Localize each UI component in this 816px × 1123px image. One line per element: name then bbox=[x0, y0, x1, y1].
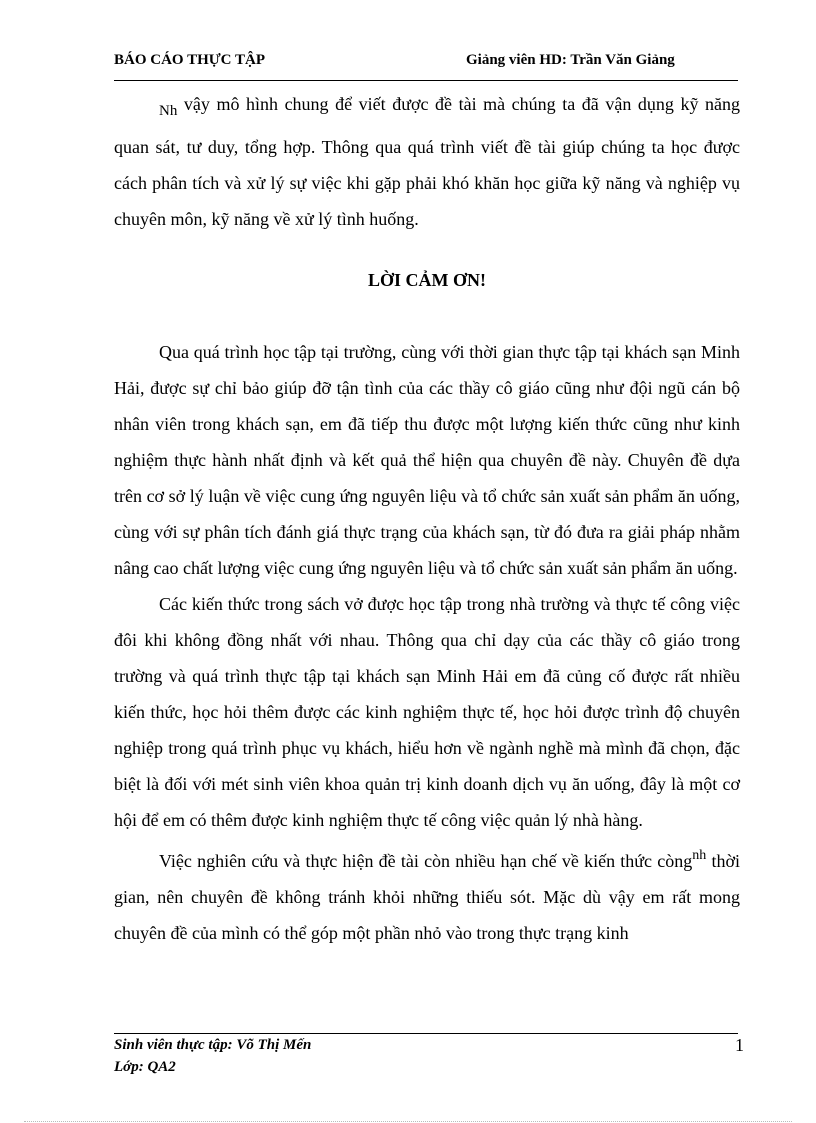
supervisor-label: Giảng viên HD: Trần Văn Giảng bbox=[466, 52, 675, 68]
paragraph-1: Qua quá trình học tập tại trường, cùng với thời gian thực tập tại khách sạn Minh Hải, được sự chỉ bảo giúp đỡ tận tình của các thầy cô giáo cũng như đội ngũ cán bộ nhân viên trong khách sạn, em đã tiếp thu được một lượng kiến thức cũng như kinh nghiệm thực hành nhất định và kết quả thể hiện qua chuyên đề này. Chuyên đề dựa trên cơ sở lý luận về việc cung ứng nguyên liệu và tổ chức sản xuất sản phẩm ăn uống, cùng với sự phân tích đánh giá thực trạng của khách sạn, từ đó đưa ra giải pháp nhằm nâng cao chất lượng việc cung ứng nguyên liệu và tổ chức sản xuất sản phẩm ăn uống. bbox=[114, 342, 740, 578]
paragraph-3-fragment: nh bbox=[692, 848, 707, 863]
page-footer bbox=[114, 1034, 744, 1078]
student-name: Sinh viên thực tập: Võ Thị Mến bbox=[114, 1037, 312, 1053]
intro-text: vậy mô hình chung để viết được đề tài mà chúng ta đã vận dụng kỹ năng quan sát, tư duy, tổng hợp. Thông qua quá trình viết đề tài giúp chúng ta học được cách phân tích và xử lý sự việc khi gặp phải khó khăn học giữa kỹ năng và nghiệp vụ chuyên môn, kỹ năng về xử lý tình huống. bbox=[114, 94, 740, 229]
paragraph-2: Các kiến thức trong sách vở được học tập trong nhà trường và thực tế công việc đôi khi không đồng nhất với nhau. Thông qua chỉ dạy của các thầy cô giáo trong trường và quá trình thực tập tại khách sạn Minh Hải em đã củng cố được rất nhiều kiến thức, học hỏi thêm được các kinh nghiệm thực tế, học hỏi được trình độ chuyên nghiệp trong quá trình phục vụ khách, hiểu hơn về ngành nghề mà mình đã chọn, đặc biệt là đối với mét sinh viên khoa quản trị kinh doanh dịch vụ ăn uống, đây là một cơ hội để em có thêm được kinh nghiệm thực tế công việc quản lý nhà hàng. bbox=[114, 594, 740, 830]
paragraph-3-end: thời gian, nên chuyên đề không tránh khỏi những thiếu sót. Mặc dù vậy em rất mong chuyên đề của mình có thể góp một phần nhỏ vào trong thực trạng kinh bbox=[114, 851, 740, 943]
class-name: Lớp: QA2 bbox=[114, 1059, 176, 1075]
intro-block bbox=[114, 86, 740, 237]
heading-block bbox=[114, 262, 740, 298]
paragraph-3-start: Việc nghiên cứu và thực hiện đề tài còn nhiều hạn chế về kiến thức còng bbox=[159, 851, 693, 871]
intro-fragment: Nh bbox=[159, 103, 178, 119]
report-title: BÁO CÁO THỰC TẬP bbox=[114, 52, 265, 68]
intro-paragraph bbox=[114, 86, 740, 237]
header-divider bbox=[114, 80, 738, 81]
page-heading: LỜI CẢM ƠN! bbox=[368, 270, 486, 290]
paragraph-3 bbox=[114, 838, 740, 951]
page-edge bbox=[24, 1121, 792, 1122]
main-block bbox=[114, 334, 740, 951]
page-number: 1 bbox=[735, 1035, 744, 1055]
